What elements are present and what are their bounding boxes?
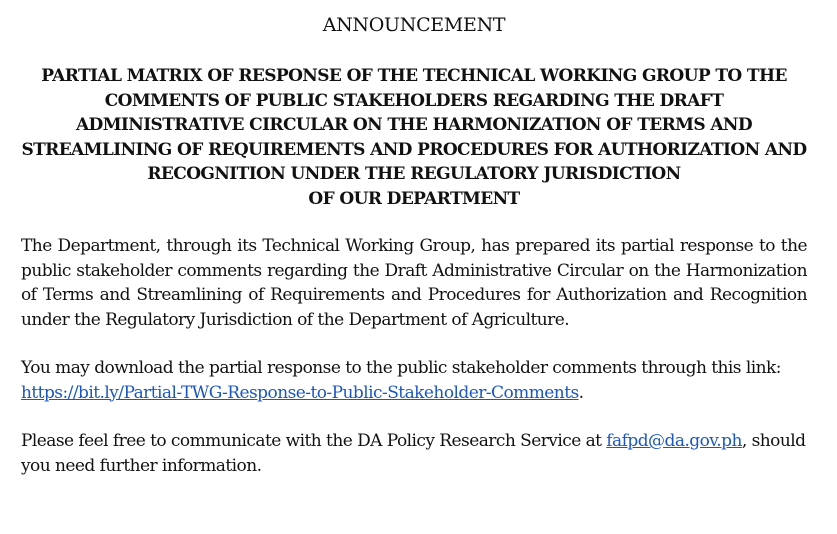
email-link[interactable]: fafpd@da.gov.ph [606,431,742,451]
title-line-5: RECOGNITION UNDER THE REGULATORY JURISDICTION [147,164,681,184]
title-line-4: STREAMLINING OF REQUIREMENTS AND PROCEDURES FOR AUTHORIZATION AND [21,139,807,160]
download-paragraph [21,356,807,405]
download-suffix: . [578,382,584,403]
announcement-heading: ANNOUNCEMENT [322,14,506,36]
contact-suffix: , should you need further information. [21,431,806,476]
title-line-2: COMMENTS OF PUBLIC STAKEHOLDERS REGARDING THE DRAFT [104,90,724,111]
title-line-3: ADMINISTRATIVE CIRCULAR ON THE HARMONIZATION OF TERMS AND [75,115,753,135]
contact-paragraph [21,429,807,478]
intro-paragraph: The Department, through its Technical Working Group, has prepared its partial response to the public stakeholder comments regarding the Draft Administrative Circular on the Harmonization of Terms and Streamlining of Requirements and Procedures for Authorization and Recognition under the Regulatory Jurisdiction of the Department of Agriculture. [21,236,807,330]
announcement-title [21,64,807,211]
download-text: You may download the partial response to the public stakeholder comments through this link: [21,358,781,378]
title-line-1: PARTIAL MATRIX OF RESPONSE OF THE TECHNICAL WORKING GROUP TO THE [41,66,787,86]
title-line-6: OF OUR DEPARTMENT [308,188,520,209]
contact-text: Please feel free to communicate with the DA Policy Research Service at [21,431,607,451]
download-link[interactable]: https://bit.ly/Partial-TWG-Response-to-Public-Stakeholder-Comments [21,382,579,403]
